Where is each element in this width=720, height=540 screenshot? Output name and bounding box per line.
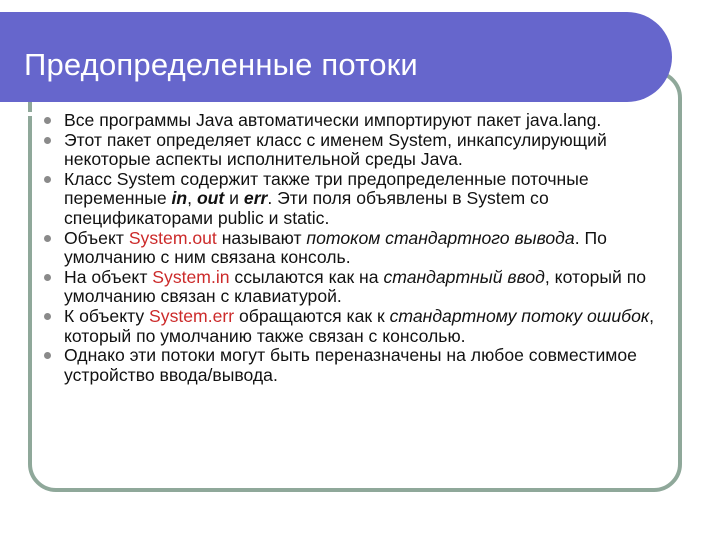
system-in-highlight: System.in — [152, 266, 230, 287]
list-item — [44, 229, 684, 268]
err-field: err — [243, 188, 268, 209]
list-item — [44, 111, 684, 131]
emphasis: потоком стандартного вывода — [306, 227, 575, 248]
out-field: out — [196, 188, 225, 209]
list-item — [44, 268, 684, 307]
bullet-dot-icon — [44, 117, 51, 124]
bullet-dot-icon — [44, 313, 51, 320]
system-err-highlight: System.err — [149, 305, 235, 326]
emphasis: стандартному потоку ошибок — [389, 305, 650, 326]
title-bar — [0, 12, 672, 102]
bullet-dot-icon — [44, 235, 51, 242]
list-item — [44, 346, 684, 385]
system-out-highlight: System.out — [128, 227, 217, 248]
bullet-list — [44, 111, 684, 385]
bullet-text: Класс System содержит также три предопределенные поточные переменные in, out и err. Эти поля объявлены в System со спецификаторами public и static. — [64, 168, 589, 228]
list-item — [44, 170, 684, 229]
list-item — [44, 131, 684, 170]
bullet-dot-icon — [44, 352, 51, 359]
bullet-text: На объект System.in ссылаются как на стандартный ввод, который по умолчанию связан с клавиатурой. — [64, 266, 647, 307]
list-item — [44, 307, 684, 346]
bullet-text: Этот пакет определяет класс с именем System, инкапсулирующий некоторые аспекты исполнительной среды Java. — [64, 129, 607, 170]
bullet-dot-icon — [44, 274, 51, 281]
bullet-dot-icon — [44, 176, 51, 183]
in-field: in — [171, 188, 188, 209]
slide-title: Предопределенные потоки — [24, 47, 418, 82]
bullet-text: Объект System.out называют потоком стандартного вывода. По умолчанию с ним связана консоль. — [64, 227, 607, 268]
emphasis: стандартный ввод — [383, 266, 545, 287]
bullet-text: К объекту System.err обращаются как к стандартному потоку ошибок, который по умолчанию также связан с консолью. — [64, 305, 655, 346]
bullet-dot-icon — [44, 137, 51, 144]
bullet-text: Однако эти потоки могут быть переназначены на любое совместимое устройство ввода/вывода. — [64, 345, 637, 385]
bullet-text: Все программы Java автоматически импортируют пакет java.lang. — [64, 110, 602, 130]
